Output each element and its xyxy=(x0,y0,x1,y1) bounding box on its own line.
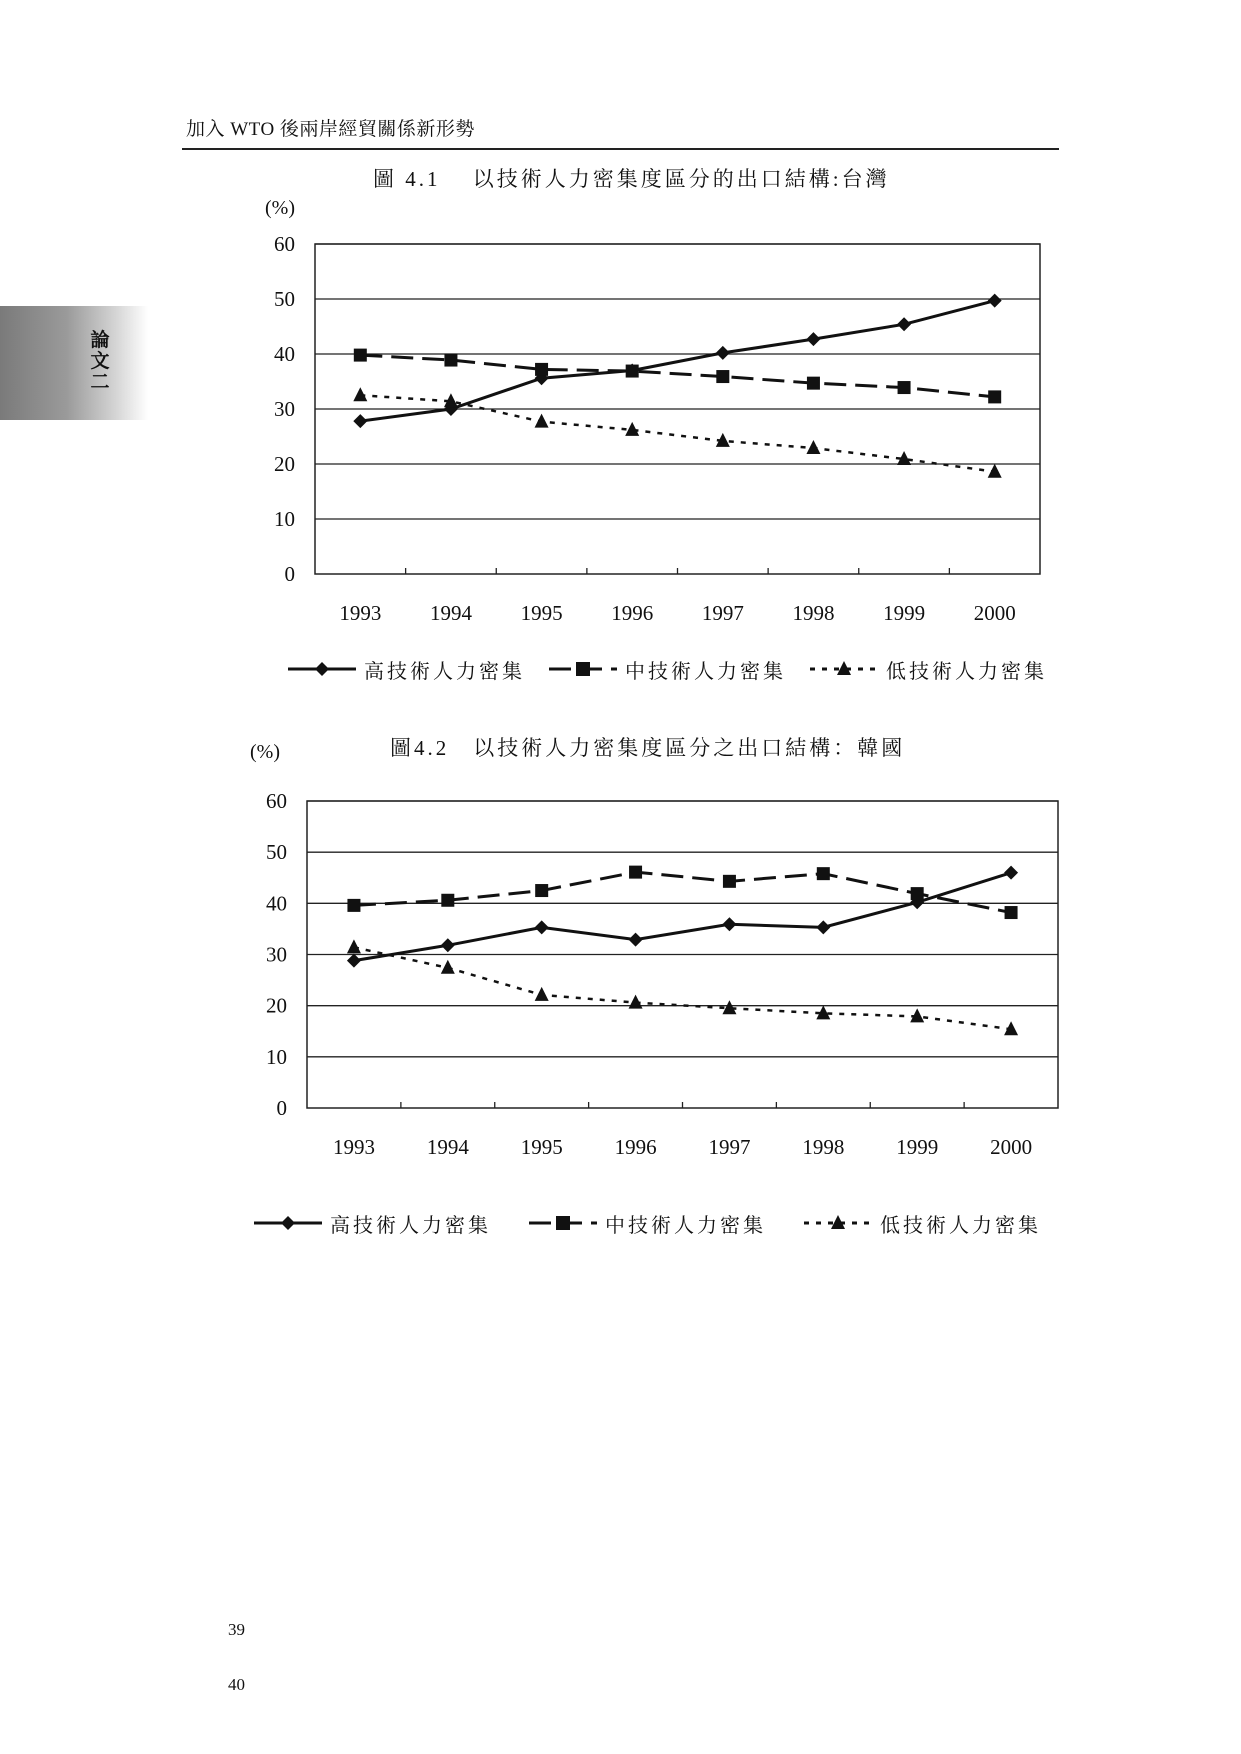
chart-1-x-tick-label: 1997 xyxy=(708,1135,751,1159)
chart-0-y-tick-label: 30 xyxy=(274,397,295,421)
chart-2-legend-item xyxy=(527,1209,766,1238)
chart-1-triangle-marker xyxy=(347,939,361,953)
chart-2-legend-label: 低技術人力密集 xyxy=(880,1214,1041,1237)
chart-0-square-marker xyxy=(626,365,639,378)
chart-1-triangle-marker xyxy=(1004,1021,1018,1035)
chart-1-title: 圖 4.1 以技術人力密集度區分的出口結構:台灣 xyxy=(373,167,890,191)
chart-1-y-tick-label: 30 xyxy=(266,942,287,967)
chart-0-x-tick-label: 1995 xyxy=(520,601,563,625)
chart-1-square-marker xyxy=(535,884,548,897)
chart-1-triangle-marker xyxy=(722,1000,736,1014)
chart-1-legend-label: 高技術人力密集 xyxy=(364,660,525,683)
chart-1-legend xyxy=(286,654,1065,684)
chart-1-series-triangle-line xyxy=(354,947,1011,1029)
square-legend-swatch-icon xyxy=(547,659,619,679)
chart-0-square-marker xyxy=(716,370,729,383)
chart-0-square-marker xyxy=(807,377,820,390)
chart-1-diamond-marker xyxy=(1004,866,1018,880)
chart-0-diamond-marker xyxy=(988,294,1002,308)
chart-2 xyxy=(0,786,1241,1186)
triangle-legend-swatch-icon xyxy=(802,1213,874,1233)
chart-0-x-tick-label: 1997 xyxy=(701,601,744,625)
running-header: 加入 WTO 後兩岸經貿關係新形勢 xyxy=(186,119,475,140)
triangle-legend-swatch-icon xyxy=(808,659,880,679)
chart-1-square-marker xyxy=(911,887,924,900)
chart-0-triangle-marker xyxy=(535,414,549,428)
chart-0-y-tick-label: 60 xyxy=(274,232,295,256)
chart-1-diamond-marker xyxy=(816,920,830,934)
header-rule xyxy=(182,148,1059,150)
chart-1-diamond-marker xyxy=(722,917,736,931)
chart-1-y-tick-label: 60 xyxy=(266,789,287,813)
square-legend-swatch-icon xyxy=(527,1213,599,1233)
chart-2-legend-label: 高技術人力密集 xyxy=(330,1214,491,1237)
chart-0-diamond-marker xyxy=(806,332,820,346)
chart-1-x-tick-label: 1998 xyxy=(802,1135,845,1159)
chart-0-x-tick-label: 1993 xyxy=(339,601,382,625)
chart-1-triangle-marker xyxy=(441,960,455,974)
chart-2-legend-item xyxy=(252,1209,491,1238)
chart-1-triangle-marker xyxy=(535,987,549,1001)
chart-0-x-tick-label: 1996 xyxy=(611,601,654,625)
chart-1-diamond-marker xyxy=(441,938,455,952)
chart-0-square-marker xyxy=(354,349,367,362)
chart-0-y-tick-label: 10 xyxy=(274,507,295,531)
chart-1-diamond-marker xyxy=(629,933,643,947)
chart-2-title: 圖4.2 以技術人力密集度區分之出口結構：韓國 xyxy=(390,736,906,760)
chart-0-diamond-marker xyxy=(716,346,730,360)
chart-0-y-tick-label: 50 xyxy=(274,287,295,311)
page-number-39: 39 xyxy=(228,1620,245,1639)
chart-1-y-tick-label: 20 xyxy=(266,993,287,1018)
chart-2-legend-item xyxy=(802,1209,1041,1238)
chart-1-diamond-marker xyxy=(347,954,361,968)
chart-0-diamond-marker xyxy=(353,414,367,428)
chart-1-square-marker xyxy=(817,867,830,880)
chart-1-x-tick-label: 1999 xyxy=(896,1135,939,1159)
chart-1-square-marker xyxy=(1005,906,1018,919)
chart-1-x-tick-label: 1994 xyxy=(426,1135,469,1159)
chart-1-square-marker xyxy=(347,899,360,912)
chart-1-triangle-marker xyxy=(629,995,643,1009)
chart-0-x-tick-label: 1994 xyxy=(429,601,472,625)
chart-1-square-marker xyxy=(723,875,736,888)
chart-0-y-tick-label: 20 xyxy=(274,452,295,476)
diamond-legend-swatch-icon xyxy=(286,659,358,679)
chart-2-unit-label: (%) xyxy=(250,741,280,763)
chart-0-x-tick-label: 2000 xyxy=(973,601,1016,625)
chart-1-legend-label: 低技術人力密集 xyxy=(886,660,1047,683)
chart-1-y-tick-label: 0 xyxy=(276,1096,287,1120)
chart-0-triangle-marker xyxy=(806,440,820,454)
chart-1-x-tick-label: 1995 xyxy=(520,1135,563,1159)
chart-1-x-tick-label: 1993 xyxy=(332,1135,375,1159)
chart-0-square-marker xyxy=(988,390,1001,403)
chart-0-y-tick-label: 40 xyxy=(274,342,295,366)
page-number-40: 40 xyxy=(228,1675,245,1694)
chart-1-diamond-marker xyxy=(535,920,549,934)
chart-2-legend-label: 中技術人力密集 xyxy=(605,1214,766,1237)
chart-1-legend-label: 中技術人力密集 xyxy=(625,660,786,683)
chart-1-x-tick-label: 2000 xyxy=(990,1135,1033,1159)
chart-1 xyxy=(0,230,1241,630)
chart-1-y-tick-label: 10 xyxy=(266,1044,287,1069)
chart-0-diamond-marker xyxy=(897,317,911,331)
diamond-legend-swatch-icon xyxy=(252,1213,324,1233)
chart-1-x-tick-label: 1996 xyxy=(614,1135,657,1159)
chart-1-legend-item xyxy=(808,655,1047,684)
side-tab-label: 論文二 xyxy=(90,329,110,393)
chart-0-square-marker xyxy=(535,363,548,376)
chart-0-x-tick-label: 1998 xyxy=(792,601,835,625)
chart-0-triangle-marker xyxy=(353,387,367,401)
chart-1-unit-label: (%) xyxy=(265,197,295,219)
chart-1-y-tick-label: 50 xyxy=(266,840,287,865)
chart-1-square-marker xyxy=(441,894,454,907)
chart-0-x-tick-label: 1999 xyxy=(883,601,926,625)
chart-1-square-marker xyxy=(629,866,642,879)
chart-2-legend xyxy=(252,1208,1059,1238)
chart-1-y-tick-label: 40 xyxy=(266,891,287,916)
chart-0-square-marker xyxy=(444,354,457,367)
chart-0-y-tick-label: 0 xyxy=(284,562,295,586)
chart-0-triangle-marker xyxy=(988,464,1002,478)
chart-0-square-marker xyxy=(898,381,911,394)
chart-0-triangle-marker xyxy=(625,422,639,436)
chart-1-legend-item xyxy=(286,655,525,684)
chart-1-legend-item xyxy=(547,655,786,684)
